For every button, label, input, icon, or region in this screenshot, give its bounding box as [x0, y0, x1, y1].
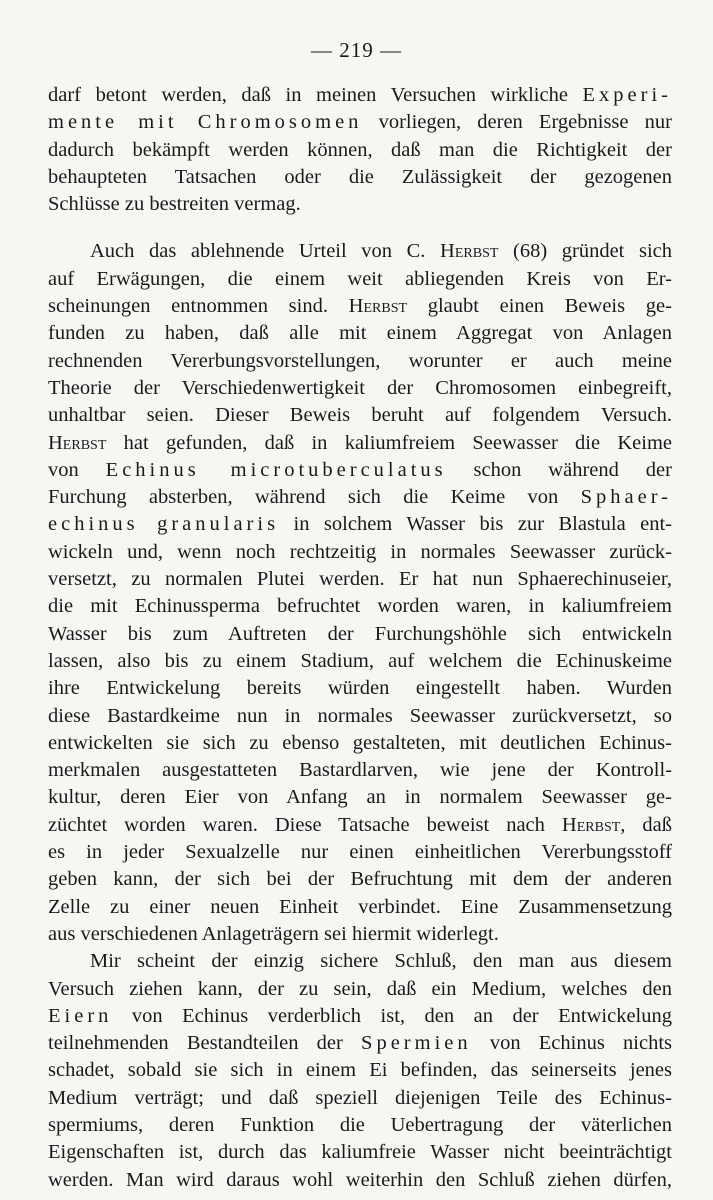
page-number: — 219 —	[311, 38, 402, 62]
text-segment: unhaltbar seien. Dieser Beweis beruht auf folgendem Versuch.	[48, 404, 672, 427]
text-line	[48, 703, 672, 730]
spaced-emphasis: Sphaer-	[580, 486, 672, 509]
text-segment: in solchem Wasser bis zur Blastula ent-	[279, 513, 672, 536]
author-name: Herbst	[440, 240, 499, 263]
text-segment: dadurch bekämpft werden können, daß man die Richtigkeit der	[48, 138, 672, 161]
text-segment: von Echinus verderblich ist, den an der Entwickelung	[112, 1004, 672, 1027]
text-line	[48, 511, 672, 538]
text-segment: vorliegen, deren Ergebnisse nur	[362, 111, 672, 134]
text-line	[48, 1167, 672, 1194]
body-text	[48, 82, 672, 1194]
text-segment: geben kann, der sich bei der Befruchtung mit dem der anderen	[48, 868, 672, 891]
spaced-emphasis: Spermien	[361, 1032, 472, 1055]
text-segment: wickeln und, wenn noch rechtzeitig in normales Seewasser zurück-	[48, 540, 672, 563]
text-segment: Medium verträgt; und daß speziell diejenigen Teile des Echinus-	[48, 1086, 672, 1109]
text-line	[48, 593, 672, 620]
text-line	[48, 812, 672, 839]
text-line	[48, 137, 672, 164]
text-line	[48, 648, 672, 675]
text-segment: von Echinus nichts	[471, 1032, 672, 1055]
text-segment: behaupteten Tatsachen oder die Zulässigkeit der gezogenen	[48, 165, 672, 188]
paragraph	[48, 238, 672, 948]
text-segment: es in jeder Sexualzelle nur einen einheitlichen Vererbungsstoff	[48, 841, 672, 864]
text-segment: spermiums, deren Funktion die Uebertragung der väterlichen	[48, 1113, 672, 1136]
text-segment: kultur, deren Eier von Anfang an in normalem Seewasser ge-	[48, 786, 672, 809]
text-line	[48, 375, 672, 402]
text-segment: entwickelten sie sich zu ebenso gestalteten, mit deutlichen Echinus-	[48, 731, 672, 754]
text-segment: die mit Echinussperma befruchtet worden waren, in kaliumfreiem	[48, 595, 672, 618]
text-segment: darf betont werden, daß in meinen Versuchen wirkliche	[48, 84, 583, 106]
text-line	[48, 976, 672, 1003]
text-segment: Furchung absterben, während sich die Keime von	[48, 486, 581, 509]
text-line	[48, 1085, 672, 1112]
text-segment: Zelle zu einer neuen Einheit verbindet. Eine Zusammensetzung	[48, 895, 672, 918]
text-line	[48, 320, 672, 347]
text-line	[48, 757, 672, 784]
text-line	[48, 621, 672, 648]
spaced-emphasis: Echinus microtuberculatus	[105, 458, 447, 481]
author-name: Herbst	[48, 431, 107, 454]
text-line	[48, 1139, 672, 1166]
text-line	[48, 82, 672, 109]
text-segment: züchtet worden waren. Diese Tatsache beweist nach	[48, 813, 562, 836]
text-segment: schadet, sobald sie sich in einem Ei befinden, das seinerseits jenes	[48, 1059, 672, 1082]
text-line	[48, 348, 672, 375]
text-segment: scheinungen entnommen sind.	[48, 295, 349, 318]
text-segment: Eigenschaften ist, durch das kaliumfreie Wasser nicht beeinträchtigt	[48, 1141, 672, 1164]
text-line	[48, 1057, 672, 1084]
spaced-emphasis: mente mit Chromosomen	[48, 111, 363, 134]
text-line	[48, 293, 672, 320]
text-line	[48, 839, 672, 866]
paragraph-gap	[48, 218, 672, 238]
text-line	[48, 866, 672, 893]
text-segment: Wasser bis zum Auftreten der Furchungshöhle sich entwickeln	[48, 622, 672, 645]
paragraph	[48, 948, 672, 1194]
text-segment: ihre Entwickelung bereits würden eingestellt haben. Wurden	[48, 677, 672, 700]
text-segment: Auch das ablehnende Urteil von C.	[90, 240, 441, 263]
text-line	[48, 238, 672, 265]
spaced-emphasis: Eiern	[48, 1004, 113, 1027]
text-segment: funden zu haben, daß alle mit einem Aggregat von Anlagen	[48, 322, 672, 345]
text-segment: Schlüsse zu bestreiten vermag.	[48, 193, 301, 216]
text-segment: Versuch ziehen kann, der zu sein, daß ein Medium, welches den	[48, 977, 672, 1000]
text-segment: von	[48, 458, 106, 481]
text-line	[48, 1030, 672, 1057]
text-segment: Theorie der Verschiedenwertigkeit der Chromosomen einbegreift,	[48, 376, 672, 399]
text-segment: glaubt einen Beweis ge-	[407, 295, 672, 318]
spaced-emphasis: echinus granularis	[48, 513, 280, 536]
text-line	[48, 784, 672, 811]
text-line	[48, 402, 672, 429]
text-line	[48, 730, 672, 757]
text-line	[48, 539, 672, 566]
spaced-emphasis: Experi-	[582, 84, 672, 106]
text-line	[48, 921, 672, 948]
author-name: Herbst	[348, 295, 408, 318]
text-line	[48, 948, 672, 975]
text-segment: Mir scheint der einzig sichere Schluß, den man aus diesem	[90, 950, 672, 973]
text-segment: schon während der	[446, 458, 672, 481]
text-line	[48, 266, 672, 293]
text-line	[48, 457, 672, 484]
text-segment: diese Bastardkeime nun in normales Seewasser zurückversetzt, so	[48, 704, 672, 727]
text-segment: werden. Man wird daraus wohl weiterhin den Schluß ziehen dürfen,	[48, 1168, 672, 1191]
paragraph	[48, 82, 672, 218]
text-segment: rechnenden Vererbungsvorstellungen, worunter er auch meine	[48, 349, 672, 372]
text-line	[48, 566, 672, 593]
text-line	[48, 1003, 672, 1030]
text-line	[48, 484, 672, 511]
text-line	[48, 164, 672, 191]
text-segment: hat gefunden, daß in kaliumfreiem Seewasser die Keime	[106, 431, 672, 454]
text-line	[48, 894, 672, 921]
text-line	[48, 191, 672, 218]
text-segment: versetzt, zu normalen Plutei werden. Er hat nun Sphaerechinuseier,	[48, 568, 672, 591]
text-segment: , daß	[620, 813, 673, 836]
text-segment: merkmalen ausgestatteten Bastardlarven, wie jene der Kontroll-	[48, 759, 672, 782]
text-segment: auf Erwägungen, die einem weit abliegenden Kreis von Er-	[48, 267, 672, 290]
text-line	[48, 430, 672, 457]
author-name: Herbst	[561, 813, 621, 836]
text-line	[48, 109, 672, 136]
text-segment: teilnehmenden Bestandteilen der	[48, 1032, 362, 1055]
text-line	[48, 1112, 672, 1139]
text-segment: aus verschiedenen Anlageträgern sei hiermit widerlegt.	[48, 922, 499, 945]
text-segment: lassen, also bis zu einem Stadium, auf welchem die Echinuskeime	[48, 649, 672, 672]
text-line	[48, 675, 672, 702]
text-segment: (68) gründet sich	[498, 240, 672, 263]
